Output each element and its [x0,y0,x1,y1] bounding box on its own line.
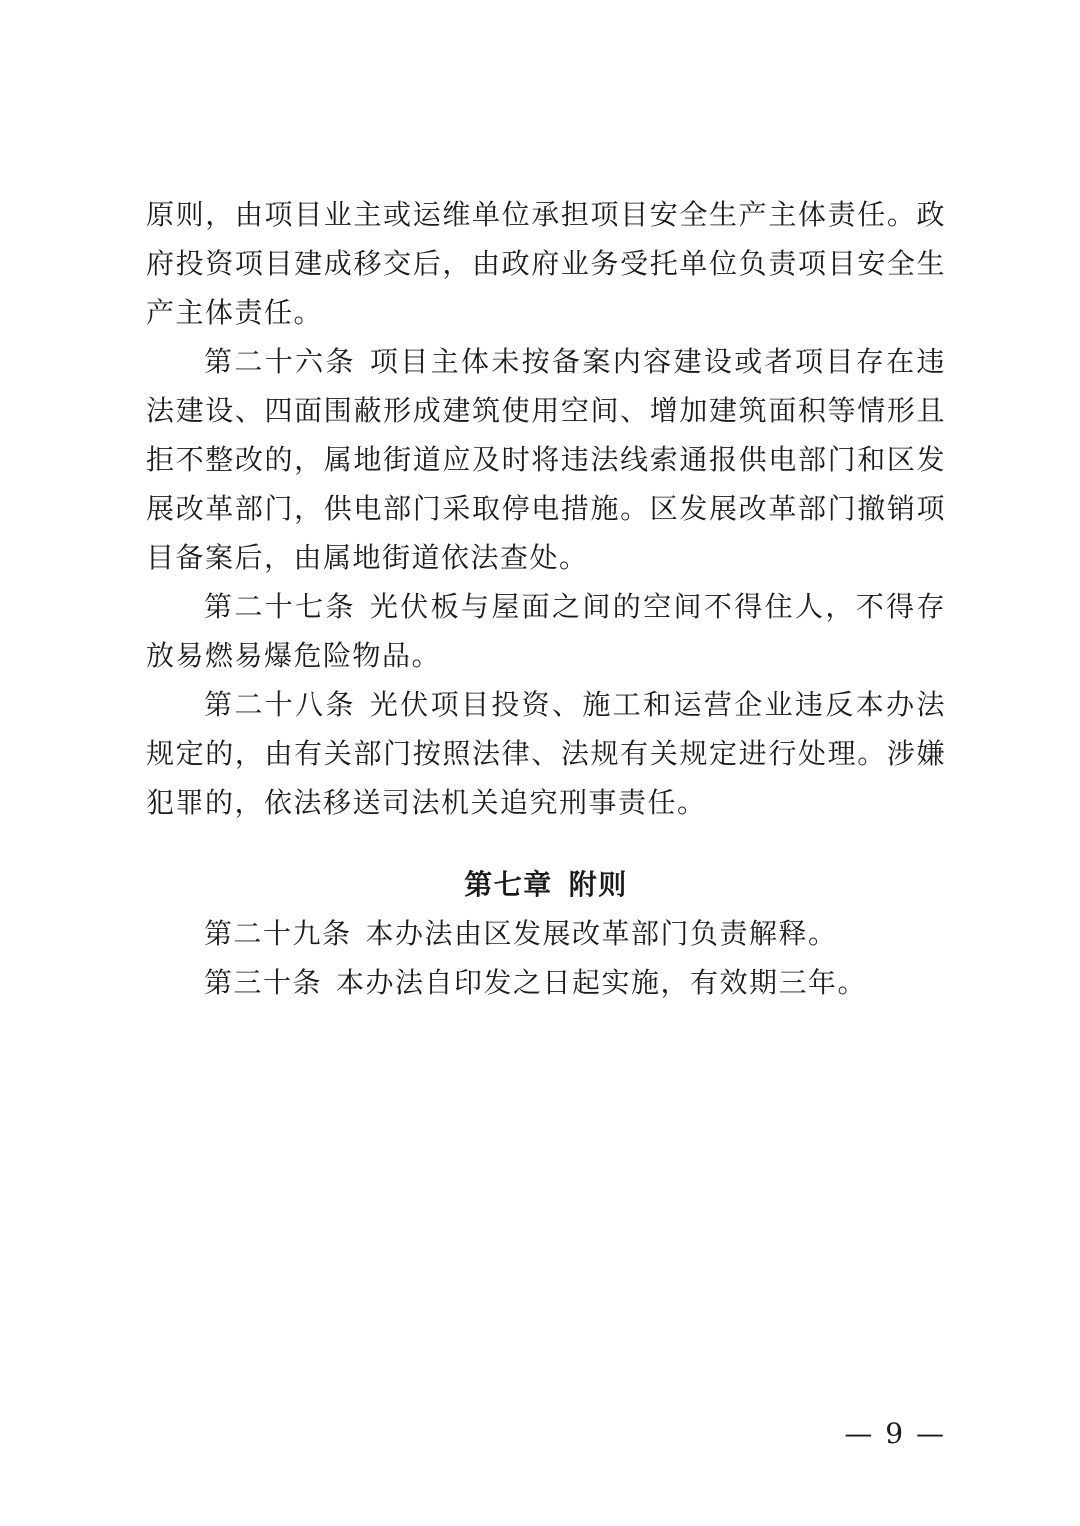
chapter-title: 附则 [568,868,628,901]
chapter-number: 第七章 [464,868,553,901]
article-heading: 第二十七条 [204,590,356,623]
article-heading: 第二十九条 [204,917,352,950]
article-heading: 第三十条 [204,966,323,999]
article-26 [146,337,946,582]
article-29 [146,909,946,958]
page-number: — 9 — [844,1417,946,1450]
article-text: 光伏板与屋面之间的空间不得住人，不得存放易燃易爆危险物品。 [146,590,946,672]
article-text: 光伏项目投资、施工和运营企业违反本办法规定的，由有关部门按照法律、法规有关规定进行处理。涉嫌犯罪的，依法移送司法机关追究刑事责任。 [146,688,946,819]
chapter-heading [146,860,946,909]
article-text: 本办法自印发之日起实施，有效期三年。 [336,966,868,999]
article-text: 本办法由区发展改革部门负责解释。 [365,917,838,950]
continuation-paragraph: 原则，由项目业主或运维单位承担项目安全生产主体责任。政府投资项目建成移交后，由政府业务受托单位负责项目安全生产主体责任。 [146,198,946,329]
article-text: 项目主体未按备案内容建设或者项目存在违法建设、四面围蔽形成建筑使用空间、增加建筑面积等情形且拒不整改的，属地街道应及时将违法线索通报供电部门和区发展改革部门，供电部门采取停电措施。区发展改革部门撤销项目备案后，由属地街道依法查处。 [146,345,946,574]
article-28 [146,680,946,827]
document-body [146,190,946,1007]
article-heading: 第二十八条 [204,688,356,721]
article-27 [146,582,946,680]
article-30 [146,958,946,1007]
article-heading: 第二十六条 [204,345,356,378]
